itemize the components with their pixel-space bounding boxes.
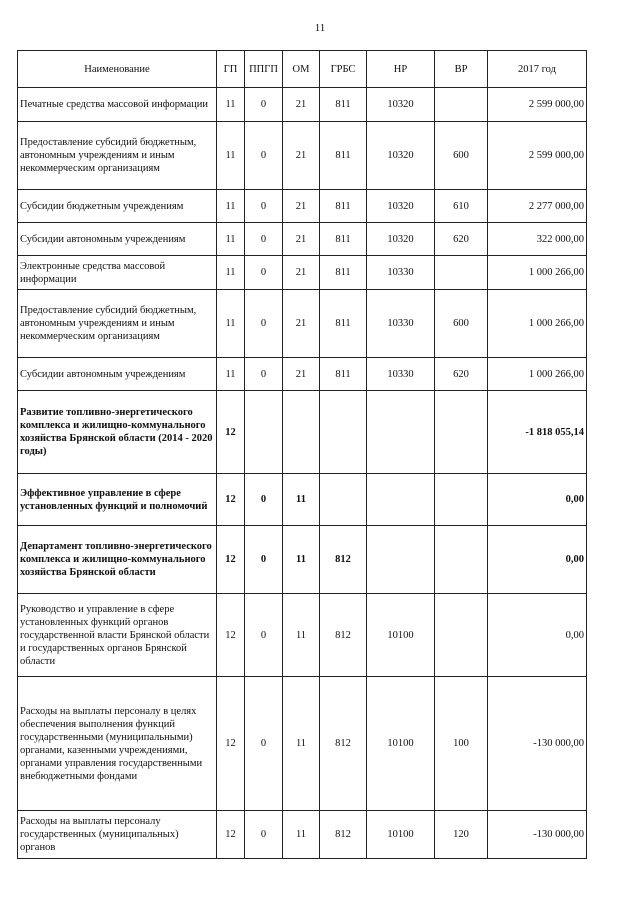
table-row <box>18 88 587 122</box>
row-nr: 10320 <box>367 223 435 256</box>
row-gp: 12 <box>217 526 245 594</box>
row-name: Департамент топливно-энергетического комплекса и жилищно-коммунального хозяйства Брянской области <box>18 526 217 594</box>
table-header-row <box>18 51 587 88</box>
row-ppgp: 0 <box>245 290 283 358</box>
row-vr <box>435 88 488 122</box>
row-grbs: 811 <box>320 190 367 223</box>
row-grbs: 812 <box>320 594 367 677</box>
row-gp: 12 <box>217 391 245 474</box>
row-om: 21 <box>283 256 320 290</box>
row-amount: 1 000 266,00 <box>488 256 587 290</box>
row-name: Электронные средства массовой информации <box>18 256 217 290</box>
row-ppgp: 0 <box>245 190 283 223</box>
header-gp: ГП <box>217 51 245 88</box>
row-grbs <box>320 391 367 474</box>
row-amount: 1 000 266,00 <box>488 358 587 391</box>
row-amount: 1 000 266,00 <box>488 290 587 358</box>
table-row <box>18 677 587 811</box>
row-name: Расходы на выплаты персоналу в целях обеспечения выполнения функций государственными (муниципальными) органами, казенными учреждениями, органами управления государственными внебюджетными фондами <box>18 677 217 811</box>
row-amount: -1 818 055,14 <box>488 391 587 474</box>
row-grbs: 811 <box>320 358 367 391</box>
header-om: ОМ <box>283 51 320 88</box>
budget-table <box>17 50 587 859</box>
table-row <box>18 594 587 677</box>
table-row <box>18 358 587 391</box>
row-name: Руководство и управление в сфере установленных функций органов государственной власти Брянской области и государственных органов Брянской области <box>18 594 217 677</box>
row-ppgp: 0 <box>245 223 283 256</box>
row-om: 11 <box>283 677 320 811</box>
row-ppgp: 0 <box>245 811 283 859</box>
row-gp: 12 <box>217 811 245 859</box>
row-amount: 0,00 <box>488 526 587 594</box>
row-om: 21 <box>283 223 320 256</box>
row-nr <box>367 526 435 594</box>
row-gp: 11 <box>217 256 245 290</box>
row-ppgp: 0 <box>245 474 283 526</box>
row-ppgp: 0 <box>245 677 283 811</box>
row-om: 21 <box>283 358 320 391</box>
row-gp: 11 <box>217 290 245 358</box>
row-amount: -130 000,00 <box>488 677 587 811</box>
row-ppgp: 0 <box>245 88 283 122</box>
header-grbs: ГРБС <box>320 51 367 88</box>
row-amount: 2 599 000,00 <box>488 88 587 122</box>
header-name: Наименование <box>18 51 217 88</box>
row-amount: -130 000,00 <box>488 811 587 859</box>
row-nr: 10100 <box>367 811 435 859</box>
row-amount: 322 000,00 <box>488 223 587 256</box>
row-ppgp: 0 <box>245 526 283 594</box>
table-row <box>18 190 587 223</box>
row-nr: 10330 <box>367 256 435 290</box>
table-row <box>18 391 587 474</box>
row-gp: 12 <box>217 594 245 677</box>
row-grbs: 811 <box>320 88 367 122</box>
row-gp: 11 <box>217 122 245 190</box>
row-om: 11 <box>283 594 320 677</box>
row-grbs: 811 <box>320 122 367 190</box>
row-vr <box>435 256 488 290</box>
row-nr: 10100 <box>367 594 435 677</box>
row-nr <box>367 474 435 526</box>
row-om: 21 <box>283 190 320 223</box>
row-name: Субсидии бюджетным учреждениям <box>18 190 217 223</box>
row-ppgp: 0 <box>245 358 283 391</box>
row-vr <box>435 391 488 474</box>
table-row <box>18 526 587 594</box>
row-nr: 10320 <box>367 88 435 122</box>
row-name: Субсидии автономным учреждениям <box>18 223 217 256</box>
row-name: Печатные средства массовой информации <box>18 88 217 122</box>
row-ppgp: 0 <box>245 594 283 677</box>
row-vr: 600 <box>435 290 488 358</box>
row-name: Предоставление субсидий бюджетным, автономным учреждениям и иным некоммерческим организациям <box>18 290 217 358</box>
row-vr: 610 <box>435 190 488 223</box>
page-number: 11 <box>314 22 326 34</box>
row-om: 11 <box>283 526 320 594</box>
header-nr: НР <box>367 51 435 88</box>
row-vr: 600 <box>435 122 488 190</box>
row-vr: 120 <box>435 811 488 859</box>
table-row <box>18 122 587 190</box>
header-ppgp: ППГП <box>245 51 283 88</box>
row-om <box>283 391 320 474</box>
table-row <box>18 474 587 526</box>
row-nr: 10320 <box>367 190 435 223</box>
row-vr <box>435 594 488 677</box>
row-vr: 620 <box>435 223 488 256</box>
row-om: 21 <box>283 290 320 358</box>
row-om: 11 <box>283 474 320 526</box>
row-om: 21 <box>283 88 320 122</box>
row-amount: 0,00 <box>488 474 587 526</box>
row-vr <box>435 526 488 594</box>
row-gp: 11 <box>217 190 245 223</box>
row-amount: 2 599 000,00 <box>488 122 587 190</box>
table-row <box>18 223 587 256</box>
row-name: Расходы на выплаты персоналу государственных (муниципальных) органов <box>18 811 217 859</box>
row-ppgp <box>245 391 283 474</box>
row-gp: 11 <box>217 358 245 391</box>
row-vr <box>435 474 488 526</box>
row-grbs: 812 <box>320 677 367 811</box>
row-gp: 12 <box>217 677 245 811</box>
row-name: Эффективное управление в сфере установленных функций и полномочий <box>18 474 217 526</box>
row-nr: 10330 <box>367 358 435 391</box>
row-vr: 100 <box>435 677 488 811</box>
row-om: 21 <box>283 122 320 190</box>
row-nr <box>367 391 435 474</box>
row-amount: 2 277 000,00 <box>488 190 587 223</box>
row-gp: 11 <box>217 88 245 122</box>
header-year: 2017 год <box>488 51 587 88</box>
row-vr: 620 <box>435 358 488 391</box>
row-name: Предоставление субсидий бюджетным, автономным учреждениям и иным некоммерческим организациям <box>18 122 217 190</box>
row-nr: 10100 <box>367 677 435 811</box>
row-nr: 10330 <box>367 290 435 358</box>
row-ppgp: 0 <box>245 122 283 190</box>
table-row <box>18 811 587 859</box>
row-nr: 10320 <box>367 122 435 190</box>
row-grbs: 812 <box>320 526 367 594</box>
row-grbs: 811 <box>320 290 367 358</box>
table-row <box>18 256 587 290</box>
header-vr: ВР <box>435 51 488 88</box>
row-grbs: 811 <box>320 223 367 256</box>
table-row <box>18 290 587 358</box>
row-om: 11 <box>283 811 320 859</box>
row-gp: 12 <box>217 474 245 526</box>
row-grbs: 812 <box>320 811 367 859</box>
row-grbs <box>320 474 367 526</box>
row-name: Развитие топливно-энергетического комплекса и жилищно-коммунального хозяйства Брянской области (2014 - 2020 годы) <box>18 391 217 474</box>
row-gp: 11 <box>217 223 245 256</box>
row-grbs: 811 <box>320 256 367 290</box>
row-amount: 0,00 <box>488 594 587 677</box>
row-name: Субсидии автономным учреждениям <box>18 358 217 391</box>
row-ppgp: 0 <box>245 256 283 290</box>
